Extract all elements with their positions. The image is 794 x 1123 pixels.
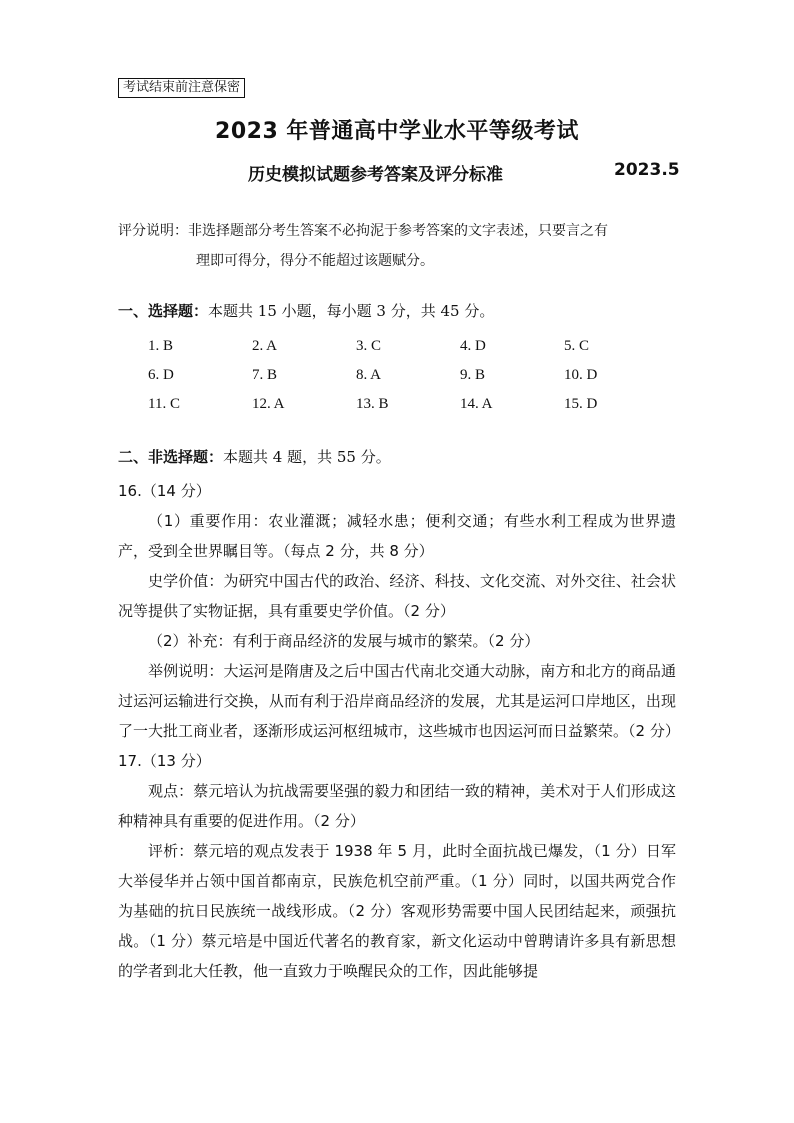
- section1-desc: 本题共 15 小题，每小题 3 分，共 45 分。: [208, 302, 495, 320]
- answer-row: [148, 361, 668, 390]
- section2-label: 二、非选择题：: [118, 448, 224, 466]
- answer-cell: 8. A: [356, 367, 382, 383]
- q16-paragraph-4: 举例说明：大运河是隋唐及之后中国古代南北交通大动脉，南方和北方的商品通过运河运输进行交换，从而有利于沿岸商品经济的发展，尤其是运河口岸地区，出现了一大批工商业者，逐渐形成运河枢纽城市，这些城市也因运河而日益繁荣。（2 分）: [118, 662, 680, 740]
- answer-cell: 6. D: [148, 367, 174, 383]
- answer-row: [148, 390, 668, 419]
- answer-row: [148, 332, 668, 361]
- answer-body: [118, 476, 680, 986]
- scoring-note: [118, 216, 678, 276]
- answer-cell: 13. B: [356, 396, 389, 412]
- answer-cell: 5. C: [564, 338, 590, 354]
- exam-title: 2023 年普通高中学业水平等级考试: [215, 119, 579, 144]
- answer-cell: 7. B: [252, 367, 278, 383]
- answer-cell: 14. A: [460, 396, 493, 412]
- q16-paragraph-1: （1）重要作用：农业灌溉；减轻水患；便利交通；有些水利工程成为世界遗产，受到全世界瞩目等。（每点 2 分，共 8 分）: [118, 512, 676, 560]
- answer-cell: 3. C: [356, 338, 382, 354]
- confidential-tag: 考试结束前注意保密: [118, 78, 245, 98]
- answer-cell: 4. D: [460, 338, 486, 354]
- section2-heading: [118, 446, 391, 467]
- exam-date: 2023.5: [614, 160, 680, 180]
- answer-cell: 1. B: [148, 338, 174, 354]
- answer-cell: 9. B: [460, 367, 486, 383]
- answer-cell: 10. D: [564, 367, 598, 383]
- scoring-note-line2: 理即可得分，得分不能超过该题赋分。: [196, 253, 434, 269]
- scoring-note-line1: 评分说明：非选择题部分考生答案不必拘泥于参考答案的文字表述，只要言之有: [118, 223, 608, 239]
- q16-heading: 16.（14 分）: [118, 482, 211, 500]
- section2-desc: 本题共 4 题，共 55 分。: [223, 448, 391, 466]
- q16-paragraph-2: 史学价值：为研究中国古代的政治、经济、科技、文化交流、对外交往、社会状况等提供了实物证据，具有重要史学价值。（2 分）: [118, 572, 676, 620]
- q17-paragraph-1: 观点：蔡元培认为抗战需要坚强的毅力和团结一致的精神，美术对于人们形成这种精神具有重要的促进作用。（2 分）: [118, 782, 676, 830]
- answer-cell: 2. A: [252, 338, 278, 354]
- answer-grid: [148, 332, 668, 419]
- section1-label: 一、选择题：: [118, 302, 209, 320]
- section1-heading: [118, 300, 494, 321]
- q16-paragraph-3: （2）补充：有利于商品经济的发展与城市的繁荣。（2 分）: [148, 632, 540, 650]
- answer-cell: 15. D: [564, 396, 598, 412]
- q17-heading: 17.（13 分）: [118, 752, 211, 770]
- answer-cell: 11. C: [148, 396, 180, 412]
- q17-paragraph-2: 评析：蔡元培的观点发表于 1938 年 5 月，此时全面抗战已爆发，（1 分）日军大举侵华并占领中国首都南京，民族危机空前严重。（1 分）同时，以国共两党合作为基础的抗日民族统一战线形成。（2 分）客观形势需要中国人民团结起来，顽强抗战。（1 分）蔡元培是中国近代著名的教育家，新文化运动中曾聘请许多具有新思想的学者到北大任教，他一直致力于唤醒民众的工作，因此能够提: [118, 842, 676, 980]
- answer-cell: 12. A: [252, 396, 285, 412]
- exam-subtitle: 历史模拟试题参考答案及评分标准: [248, 165, 503, 185]
